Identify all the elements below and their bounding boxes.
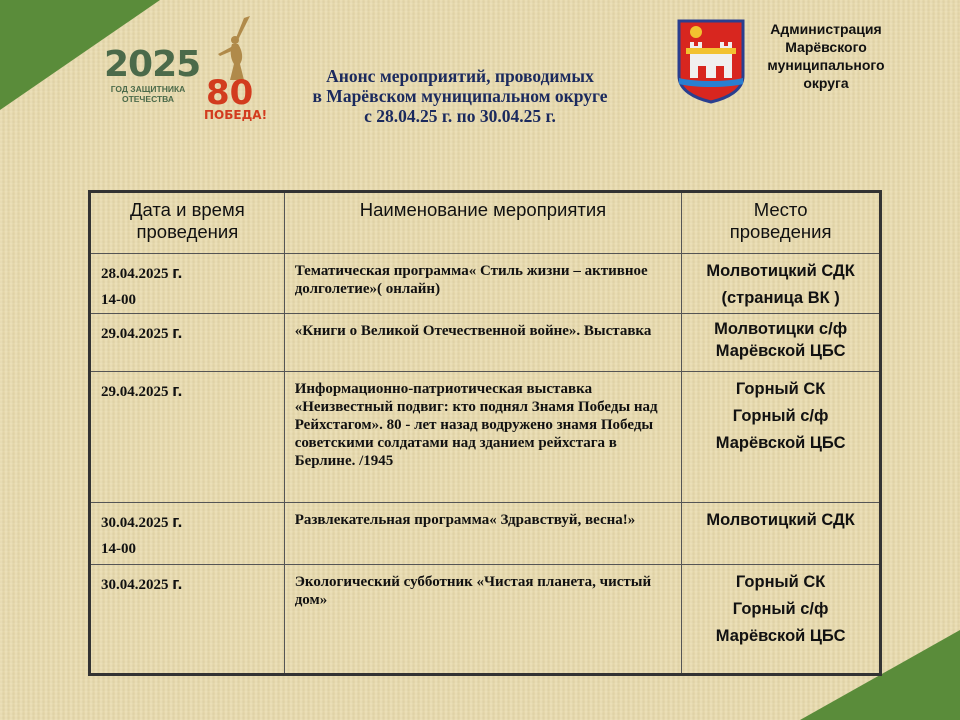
cell-place <box>682 372 881 503</box>
event-name: Информационно-патриотическая выставка «Неизвестный подвиг: кто поднял Знамя Победы над Рейхстагом». 80 - лет назад водружено знамя Победы советскими солдатами над зданием рейхстага в Берлине. /1945 <box>294 381 658 469</box>
cell-place <box>682 314 881 372</box>
header-date-line-2: проведения <box>136 221 239 242</box>
title-line-3: с 28.04.25 г. по 30.04.25 г. <box>364 106 556 126</box>
event-time: 14-00 <box>101 541 136 557</box>
event-date-suffix: г. <box>172 263 183 282</box>
logo-2025-line2: ОТЕЧЕСТВА <box>121 94 175 104</box>
header-name <box>284 192 682 254</box>
administration-label <box>746 20 906 92</box>
admin-line-1: Администрация <box>770 21 882 37</box>
logo-2025-year: 2025 <box>104 44 201 85</box>
cell-date <box>90 503 285 565</box>
header-place <box>682 192 881 254</box>
cell-date <box>90 254 285 314</box>
event-name: Тематическая программа« Стиль жизни – активное долголетие»( онлайн) <box>294 263 648 297</box>
event-date-suffix: г. <box>172 574 183 593</box>
cell-name <box>284 314 682 372</box>
table-row <box>90 314 881 372</box>
cell-place <box>682 254 881 314</box>
table-header-row <box>90 192 881 254</box>
logo-2025-line1: ГОД ЗАЩИТНИКА <box>110 84 186 94</box>
cell-date <box>90 372 285 503</box>
admin-line-3: муниципального <box>767 57 885 73</box>
event-date: 30.04.2025 <box>101 515 169 531</box>
event-date: 28.04.2025 <box>101 266 169 282</box>
table-row <box>90 254 881 314</box>
event-place-line: Горный с/ф <box>732 407 829 425</box>
header-place-line-2: проведения <box>729 221 832 242</box>
title-line-1: Анонс мероприятий, проводимых <box>326 66 594 86</box>
event-name: Развлекательная программа« Здравствуй, весна!» <box>294 512 636 528</box>
cell-name <box>284 372 682 503</box>
cell-date <box>90 314 285 372</box>
admin-line-4: округа <box>803 75 849 91</box>
logo-80-number: 80 <box>206 73 254 113</box>
event-place-line: Горный СК <box>735 573 826 591</box>
title-line-2: в Марёвском муниципальном округе <box>312 86 608 106</box>
event-date-suffix: г. <box>172 323 183 342</box>
event-time: 14-00 <box>101 292 136 308</box>
event-name: «Книги о Великой Отечественной войне». Выставка <box>294 323 652 339</box>
header-date-line-1: Дата и время <box>129 199 245 220</box>
header-name-text: Наименование мероприятия <box>359 199 607 220</box>
event-place-line: Молвотицкий СДК <box>706 511 855 529</box>
event-place-line: Молвотицкий СДК <box>706 262 855 280</box>
event-date: 30.04.2025 <box>101 577 169 593</box>
event-place-line: Марёвской ЦБС <box>715 434 846 452</box>
cell-place <box>682 565 881 675</box>
table-row <box>90 503 881 565</box>
page-title <box>260 66 660 126</box>
cell-name <box>284 565 682 675</box>
event-date-suffix: г. <box>172 381 183 400</box>
event-place-line: Горный СК <box>735 380 826 398</box>
event-date: 29.04.2025 <box>101 326 169 342</box>
logo-year-of-defender <box>104 44 201 104</box>
events-table <box>88 190 882 676</box>
cell-name <box>284 503 682 565</box>
logo-80-word: ПОБЕДА! <box>204 108 268 122</box>
cell-place <box>682 503 881 565</box>
coat-of-arms-icon <box>676 18 746 104</box>
table-row <box>90 565 881 675</box>
event-date-suffix: г. <box>172 512 183 531</box>
header-place-line-1: Место <box>753 199 808 220</box>
event-name: Экологический субботник «Чистая планета, чистый дом» <box>294 574 652 608</box>
table-row <box>90 372 881 503</box>
event-place-line: Марёвской ЦБС <box>715 342 846 360</box>
cell-name <box>284 254 682 314</box>
event-place-line: Горный с/ф <box>732 600 829 618</box>
event-date: 29.04.2025 <box>101 384 169 400</box>
cell-date <box>90 565 285 675</box>
header-date <box>90 192 285 254</box>
event-place-line: Молвотицки с/ф <box>714 320 848 338</box>
event-place-line: Марёвской ЦБС <box>715 627 846 645</box>
admin-line-2: Марёвского <box>785 39 867 55</box>
event-place-line: (страница ВК ) <box>721 289 840 307</box>
